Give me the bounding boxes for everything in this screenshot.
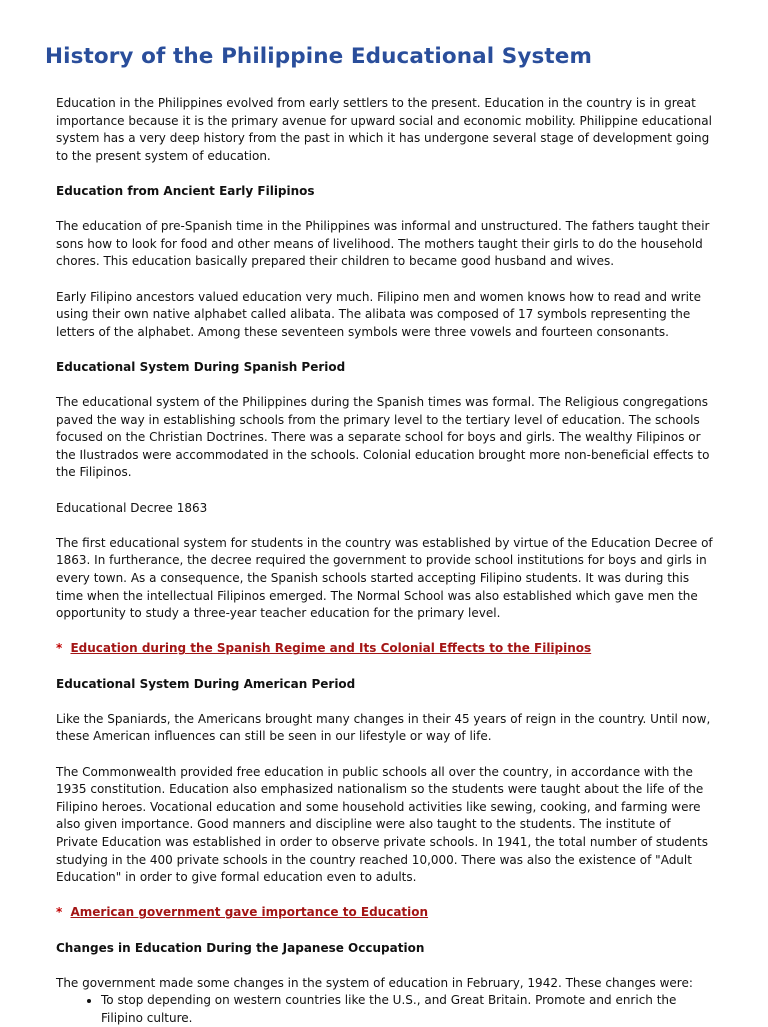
section-heading-japanese: Changes in Education During the Japanese Occupation — [56, 940, 425, 955]
intro-paragraph: Education in the Philippines evolved from early settlers to the present. Education in the country is in great importance because it is the primary avenue for upward social and economic mobility. Philippine educational system has a very deep history from the past in which it has undergone several stage of development going to the present system of education. — [56, 96, 712, 163]
spanish-regime-link[interactable]: Education during the Spanish Regime and Its Colonial Effects to the Filipinos — [70, 641, 592, 656]
american-related-link-row — [56, 904, 716, 922]
american-paragraph-1: Like the Spaniards, the Americans brought many changes in their 45 years of reign in the country. Until now, these American influences can still be seen in our lifestyle or way of life. — [56, 711, 711, 744]
list-item: • To stop depending on western countries like the U.S., and Great Britain. Promote and enrich the Filipino culture. — [101, 992, 716, 1027]
american-education-link[interactable]: American government gave importance to Education — [70, 905, 429, 920]
section-heading-american: Educational System During American Period — [56, 676, 356, 691]
section-heading-spanish: Educational System During Spanish Period — [56, 359, 346, 374]
ancient-paragraph-1: The education of pre-Spanish time in the Philippines was informal and unstructured. The fathers taught their sons how to look for food and other means of livelihood. The mothers taught their girls to do the household chores. This education basically prepared their children to became good husband and wives. — [56, 219, 710, 269]
japanese-paragraph-1: The government made some changes in the system of education in February, 1942. These changes were: — [56, 975, 693, 990]
article-body — [56, 95, 716, 1027]
spanish-paragraph-2: The first educational system for students in the country was established by virtue of the Education Decree of 1863. In furtherance, the decree required the government to provide school institutions for boys and girls in every town. As a consequence, the Spanish schools started accepting Filipino students. It was during this time when the intellectual Filipinos emerged. The Normal School was also established which gave men the opportunity to study a three-year teacher education for the primary level. — [56, 535, 713, 621]
page-title: History of the Philippine Educational System — [45, 44, 592, 69]
spanish-paragraph-1: The educational system of the Philippines during the Spanish times was formal. The Religious congregations paved the way in establishing schools from the primary level to the tertiary level of education. The schools focused on the Christian Doctrines. There was a separate school for boys and girls. The wealthy Filipinos or the Ilustrados were accommodated in the schools. Colonial education brought more non-beneficial effects to the Filipinos. — [56, 395, 710, 480]
ancient-paragraph-2: Early Filipino ancestors valued education very much. Filipino men and women knows how to read and write using their own native alphabet called alibata. The alibata was composed of 17 symbols representing the letters of the alphabet. Among these seventeen symbols were three vowels and fourteen consonants. — [56, 289, 702, 339]
american-paragraph-2: The Commonwealth provided free education in public schools all over the country, in accordance with the 1935 constitution. Education also emphasized nationalism so the students were taught about the life of the Filipino heroes. Vocational education and some household activities like sewing, cooking, and farming were also given importance. Good manners and discipline were also taught to the students. The institute of Private Education was established in order to observe private schools. In 1941, the total number of students studying in the 400 private schools in the country reached 10,000. There was also the existence of "Adult Education" in order to give formal education even to adults. — [56, 764, 708, 885]
section-heading-ancient: Education from Ancient Early Filipinos — [56, 183, 315, 198]
japanese-changes-list — [56, 992, 716, 1027]
decree-title: Educational Decree 1863 — [56, 500, 208, 515]
star-bullet-icon: * — [56, 641, 63, 656]
star-bullet-icon: * — [56, 905, 63, 920]
spanish-related-link-row — [56, 640, 716, 658]
